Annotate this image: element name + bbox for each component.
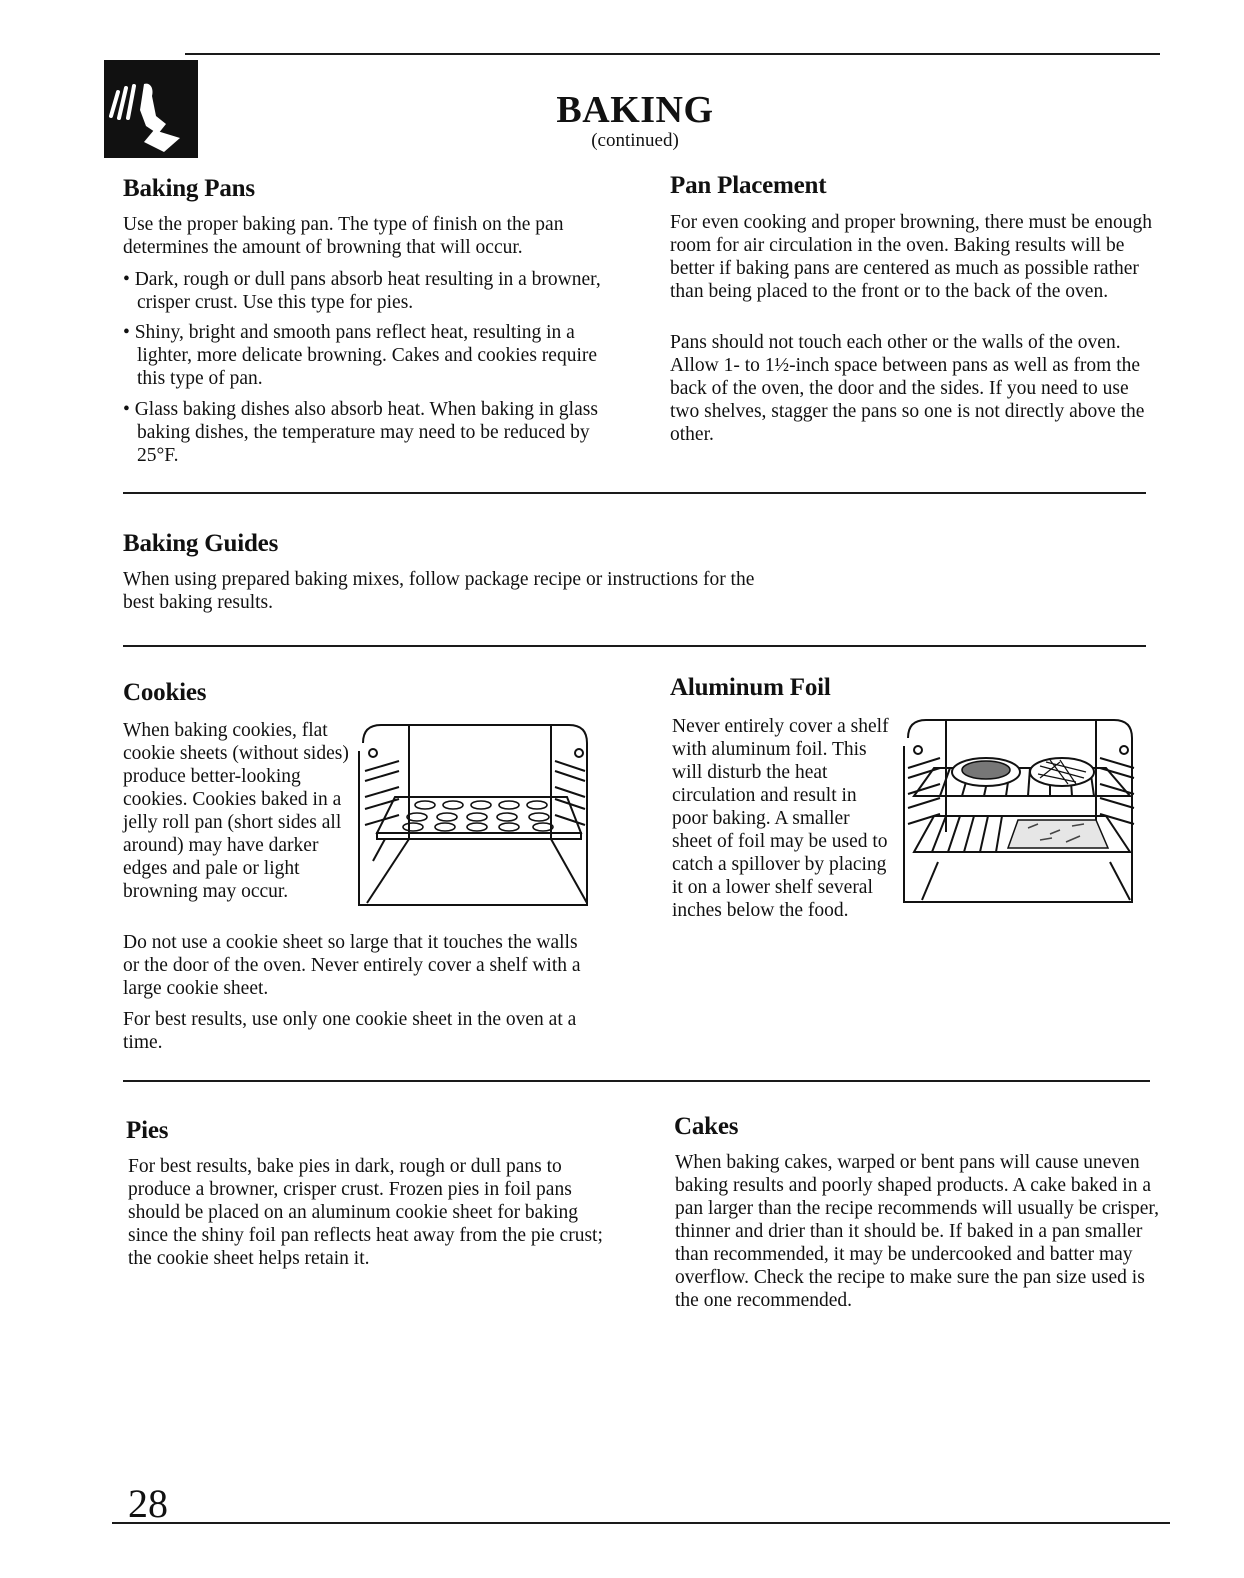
- baking-pans-bullet: • Dark, rough or dull pans absorb heat resulting in a browner, crisper crust. Use this type for pies.: [123, 269, 601, 313]
- baking-guides-text: When using prepared baking mixes, follow package recipe or instructions for the best baking results.: [123, 569, 755, 613]
- page-number: 28: [128, 1481, 168, 1526]
- hand-baking-icon: [104, 60, 198, 158]
- pies-text: For best results, bake pies in dark, rough or dull pans to produce a browner, crisper crust. Frozen pies in foil pans should be placed on an aluminum cookie sheet for baking since the shiny foil pan reflects heat away from the pie crust; the cookie sheet helps retain it.: [128, 1156, 603, 1269]
- baking-pans-heading: Baking Pans: [123, 175, 255, 202]
- pies-heading: Pies: [126, 1117, 169, 1144]
- pan-placement-para2: Pans should not touch each other or the walls of the oven. Allow 1- to 1½-inch space between pans as well as from the back of the oven, the door and the sides. If you need to use two shelves, stagger the pans so one is not directly above the other.: [670, 332, 1145, 445]
- cookies-para2: Do not use a cookie sheet so large that it touches the walls or the door of the oven. Never entirely cover a shelf with a large cookie sheet.: [123, 932, 581, 999]
- aluminum-foil-heading: Aluminum Foil: [670, 674, 831, 701]
- oven-cookie-sheet-illustration: [355, 721, 595, 911]
- oven-foil-illustration: [900, 716, 1140, 906]
- aluminum-foil-text: Never entirely cover a shelf with aluminum foil. This will disturb the heat circulation and result in poor baking. A smaller sheet of foil may be used to catch a spillover by placing it on a lower shelf several inches below the food.: [672, 716, 889, 921]
- baking-guides-heading: Baking Guides: [123, 530, 279, 557]
- footer-rule: [112, 1522, 1170, 1524]
- section-divider: [123, 1080, 1150, 1082]
- pan-placement-para1: For even cooking and proper browning, there must be enough room for air circulation in the oven. Baking results will be better if baking pans are centered as much as possible rather than being placed to the front or to the back of the oven.: [670, 212, 1152, 302]
- baking-pans-bullet: • Glass baking dishes also absorb heat. When baking in glass baking dishes, the temperature may need to be reduced by 25°F.: [123, 399, 598, 466]
- cakes-text: When baking cakes, warped or bent pans will cause uneven baking results and poorly shaped products. A cake baked in a pan larger than the recipe recommends will usually be crisper, thinner and drier than it should be. If baked in a pan smaller than recommended, it may be undercooked and batter may overflow. Check the recipe to make sure the pan size used is the one recommended.: [675, 1152, 1160, 1311]
- cookies-heading: Cookies: [123, 679, 207, 706]
- section-divider: [123, 492, 1146, 494]
- top-rule: [185, 53, 1160, 55]
- cookies-para1: When baking cookies, flat cookie sheets (without sides) produce better-looking cookies. Cookies baked in a jelly roll pan (short sides all around) may have darker edges and pale or light browning may occur.: [123, 720, 349, 902]
- page-title: BAKING: [556, 89, 714, 131]
- cakes-heading: Cakes: [674, 1113, 739, 1140]
- pan-placement-heading: Pan Placement: [670, 172, 827, 199]
- cookies-para3: For best results, use only one cookie sheet in the oven at a time.: [123, 1009, 577, 1053]
- baking-pans-intro: Use the proper baking pan. The type of finish on the pan determines the amount of browning that will occur.: [123, 214, 564, 258]
- baking-pans-bullet: • Shiny, bright and smooth pans reflect heat, resulting in a lighter, more delicate browning. Cakes and cookies require this type of pan.: [123, 322, 598, 389]
- section-divider: [123, 645, 1146, 647]
- page-subtitle: (continued): [591, 130, 679, 151]
